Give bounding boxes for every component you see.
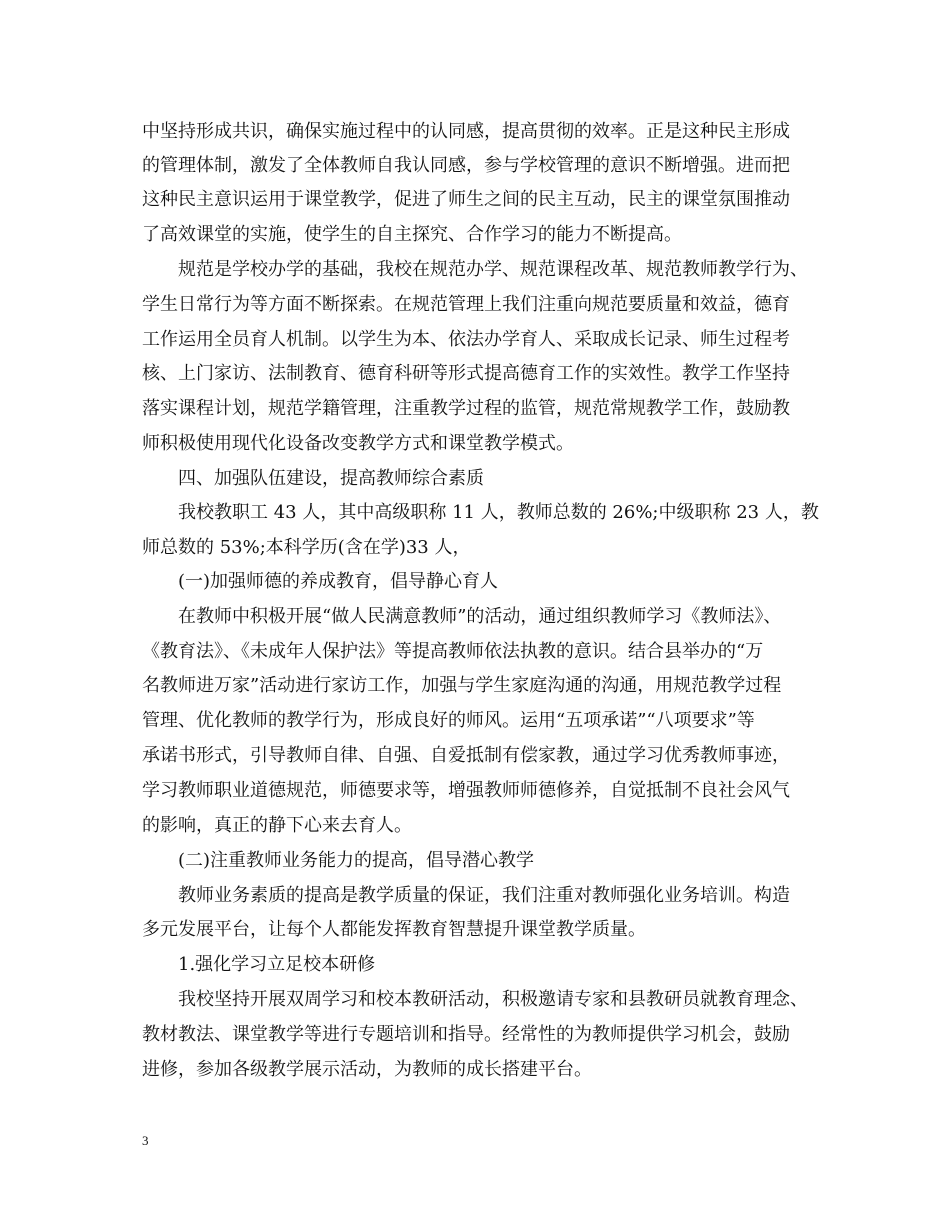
text-line: 承诺书形式，引导教师自律、自强、自爱抵制有偿家教，通过学习优秀教师事迹， — [142, 745, 790, 766]
text-line: 落实课程计划，规范学籍管理，注重教学过程的监管，规范常规教学工作，鼓励教 — [142, 398, 790, 419]
section-heading: 四、加强队伍建设，提高教师综合素质 — [178, 468, 484, 489]
text-line: 了高效课堂的实施，使学生的自主探究、合作学习的能力不断提高。 — [142, 224, 682, 245]
text-line: 这种民主意识运用于课堂教学，促进了师生之间的民主互动，民主的课堂氛围推动 — [142, 189, 790, 210]
numbered-heading: 1.强化学习立足校本研修 — [178, 954, 376, 975]
text-line: 教材教法、课堂教学等进行专题培训和指导。经常性的为教师提供学习机会，鼓励 — [142, 1024, 790, 1045]
text-line: 的影响，真正的静下心来去育人。 — [142, 815, 412, 836]
paragraph-first-line: 我校教职工 43 人，其中高级职称 11 人，教师总数的 26%;中级职称 23 人，教 — [178, 502, 819, 523]
text-line: 多元发展平台，让每个人都能发挥教育智慧提升课堂教学质量。 — [142, 919, 646, 940]
text-line: 师积极使用现代化设备改变教学方式和课堂教学模式。 — [142, 433, 574, 454]
text-line: 进修，参加各级教学展示活动，为教师的成长搭建平台。 — [142, 1059, 592, 1080]
subsection-heading: (一)加强师德的养成教育，倡导静心育人 — [178, 571, 499, 592]
paragraph-first-line: 规范是学校办学的基础，我校在规范办学、规范课程改革、规范教师教学行为、 — [178, 259, 808, 280]
text-line: 学生日常行为等方面不断探索。在规范管理上我们注重向规范要质量和效益，德育 — [142, 294, 790, 315]
text-line: 核、上门家访、法制教育、德育科研等形式提高德育工作的实效性。教学工作坚持 — [142, 363, 790, 384]
text-line: 师总数的 53%;本科学历(含在学)33 人， — [142, 537, 471, 558]
page-number: 3 — [142, 1133, 149, 1148]
text-line: 《教育法》、《未成年人保护法》等提高教师依法执教的意识。结合县举办的“万 — [142, 641, 764, 662]
text-line: 工作运用全员育人机制。以学生为本、依法办学育人、采取成长记录、师生过程考 — [142, 329, 790, 350]
text-line: 名教师进万家”活动进行家访工作，加强与学生家庭沟通的沟通，用规范教学过程 — [142, 675, 782, 696]
paragraph-first-line: 在教师中积极开展“做人民满意教师”的活动，通过组织教师学习《教师法》、 — [178, 606, 782, 627]
text-line: 的管理体制，激发了全体教师自我认同感，参与学校管理的意识不断增强。进而把 — [142, 155, 790, 176]
text-line: 学习教师职业道德规范，师德要求等，增强教师师德修养，自觉抵制不良社会风气 — [142, 780, 790, 801]
paragraph-first-line: 教师业务素质的提高是教学质量的保证，我们注重对教师强化业务培训。构造 — [178, 885, 790, 906]
paragraph-first-line: 我校坚持开展双周学习和校本教研活动，积极邀请专家和县教研员就教育理念、 — [178, 989, 808, 1010]
text-line: 中坚持形成共识，确保实施过程中的认同感，提高贯彻的效率。正是这种民主形成 — [142, 121, 790, 142]
subsection-heading: (二)注重教师业务能力的提高，倡导潜心教学 — [178, 850, 535, 871]
text-line: 管理、优化教师的教学行为，形成良好的师风。运用“五项承诺”“八项要求”等 — [142, 710, 755, 731]
